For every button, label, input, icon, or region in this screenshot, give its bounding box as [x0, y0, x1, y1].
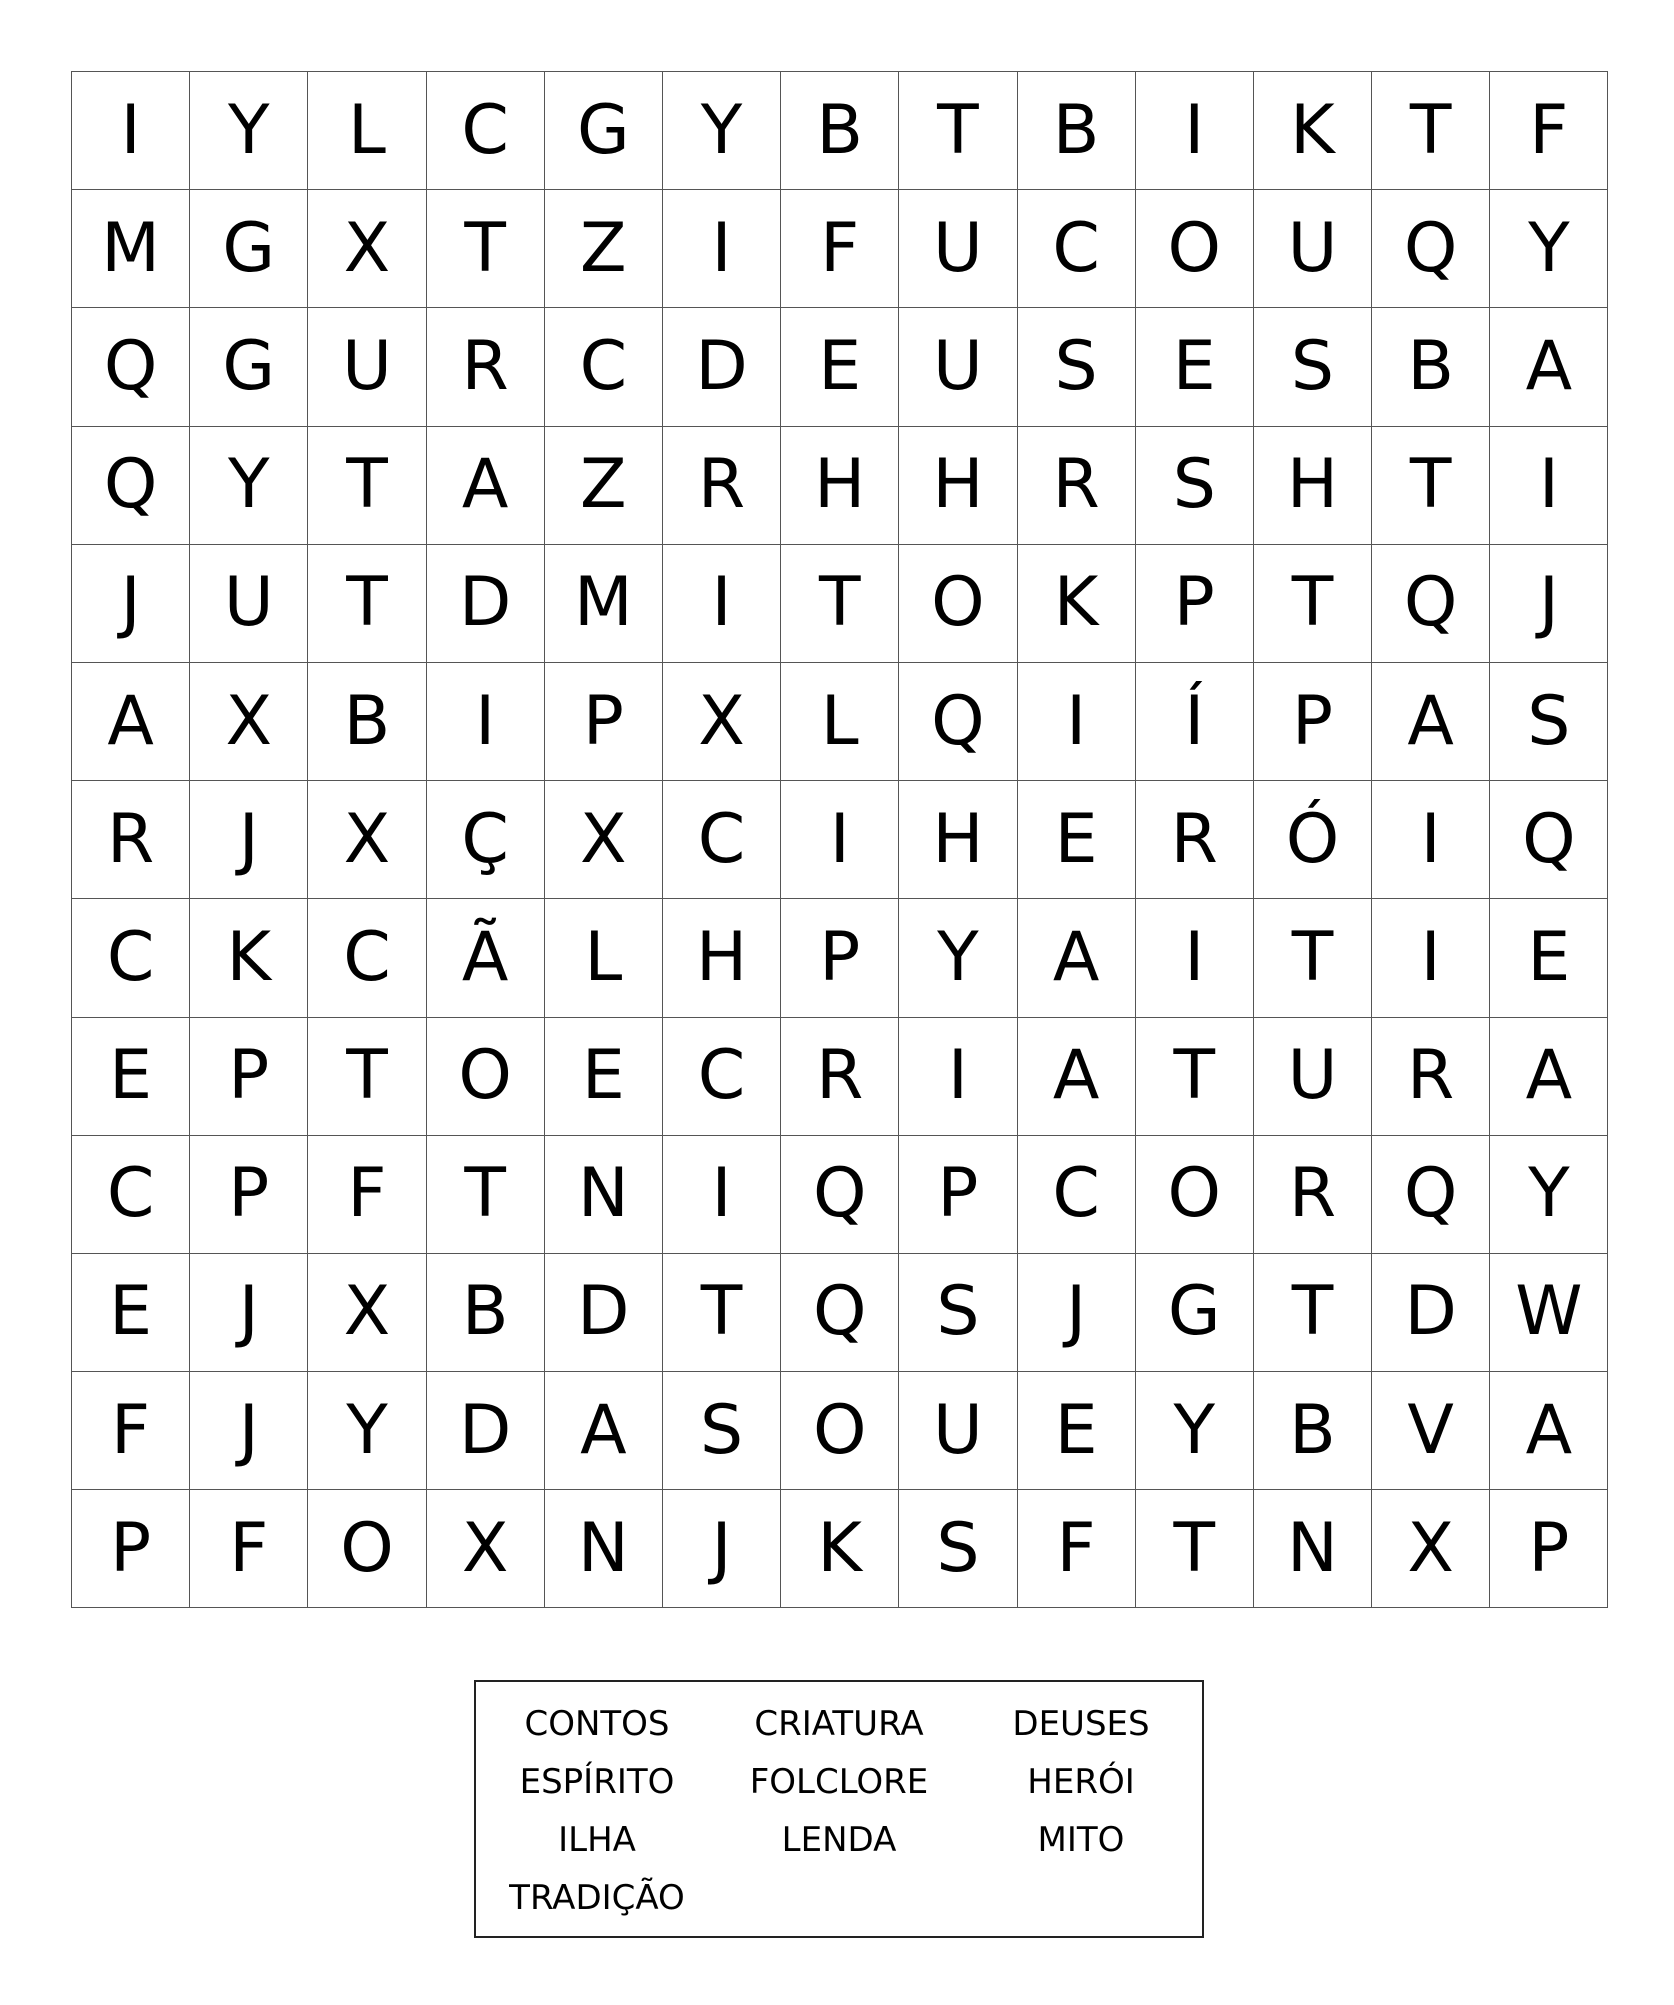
- grid-cell[interactable]: I: [72, 72, 190, 190]
- grid-cell[interactable]: I: [427, 663, 545, 781]
- grid-cell[interactable]: Z: [545, 190, 663, 308]
- grid-cell[interactable]: L: [781, 663, 899, 781]
- grid-cell[interactable]: P: [1136, 545, 1254, 663]
- grid-cell[interactable]: I: [663, 190, 781, 308]
- grid-cell[interactable]: T: [308, 545, 426, 663]
- grid-cell[interactable]: T: [1254, 899, 1372, 1017]
- grid-cell[interactable]: J: [190, 781, 308, 899]
- grid-cell[interactable]: K: [1254, 72, 1372, 190]
- grid-cell[interactable]: G: [190, 190, 308, 308]
- grid-cell[interactable]: R: [427, 308, 545, 426]
- grid-cell[interactable]: M: [72, 190, 190, 308]
- grid-cell[interactable]: T: [1254, 1254, 1372, 1372]
- grid-cell[interactable]: J: [190, 1372, 308, 1490]
- grid-cell[interactable]: N: [545, 1490, 663, 1608]
- grid-cell[interactable]: M: [545, 545, 663, 663]
- grid-cell[interactable]: A: [72, 663, 190, 781]
- grid-cell[interactable]: Q: [899, 663, 1017, 781]
- grid-cell[interactable]: U: [190, 545, 308, 663]
- grid-cell[interactable]: T: [308, 1018, 426, 1136]
- grid-cell[interactable]: P: [1490, 1490, 1608, 1608]
- grid-cell[interactable]: N: [545, 1136, 663, 1254]
- grid-cell[interactable]: T: [1254, 545, 1372, 663]
- grid-cell[interactable]: S: [1254, 308, 1372, 426]
- grid-cell[interactable]: A: [545, 1372, 663, 1490]
- grid-cell[interactable]: W: [1490, 1254, 1608, 1372]
- grid-cell[interactable]: I: [1018, 663, 1136, 781]
- grid-cell[interactable]: X: [190, 663, 308, 781]
- grid-cell[interactable]: S: [663, 1372, 781, 1490]
- grid-cell[interactable]: E: [72, 1254, 190, 1372]
- grid-cell[interactable]: Ç: [427, 781, 545, 899]
- grid-cell[interactable]: L: [308, 72, 426, 190]
- grid-cell[interactable]: Y: [1490, 190, 1608, 308]
- grid-cell[interactable]: Q: [781, 1136, 899, 1254]
- word-list-item: DEUSES: [1012, 1704, 1150, 1744]
- grid-cell[interactable]: Y: [1490, 1136, 1608, 1254]
- grid-cell[interactable]: R: [1136, 781, 1254, 899]
- grid-cell[interactable]: J: [663, 1490, 781, 1608]
- grid-cell[interactable]: R: [1372, 1018, 1490, 1136]
- grid-cell[interactable]: F: [1490, 72, 1608, 190]
- grid-cell[interactable]: A: [1018, 899, 1136, 1017]
- grid-cell[interactable]: I: [1490, 427, 1608, 545]
- grid-cell[interactable]: C: [545, 308, 663, 426]
- grid-cell[interactable]: U: [899, 1372, 1017, 1490]
- grid-cell[interactable]: T: [1136, 1018, 1254, 1136]
- grid-cell[interactable]: T: [427, 1136, 545, 1254]
- grid-cell[interactable]: E: [1018, 781, 1136, 899]
- grid-cell[interactable]: C: [308, 899, 426, 1017]
- grid-cell[interactable]: C: [72, 1136, 190, 1254]
- grid-cell[interactable]: I: [1372, 781, 1490, 899]
- grid-cell[interactable]: P: [1254, 663, 1372, 781]
- grid-cell[interactable]: C: [663, 781, 781, 899]
- grid-cell[interactable]: O: [1136, 1136, 1254, 1254]
- grid-cell[interactable]: I: [1136, 899, 1254, 1017]
- grid-cell[interactable]: T: [899, 72, 1017, 190]
- grid-cell[interactable]: J: [1490, 545, 1608, 663]
- grid-cell[interactable]: T: [781, 545, 899, 663]
- grid-cell[interactable]: B: [427, 1254, 545, 1372]
- grid-cell[interactable]: G: [190, 308, 308, 426]
- grid-cell[interactable]: C: [72, 899, 190, 1017]
- grid-cell[interactable]: Í: [1136, 663, 1254, 781]
- grid-cell[interactable]: H: [1254, 427, 1372, 545]
- grid-cell[interactable]: R: [72, 781, 190, 899]
- grid-cell[interactable]: C: [663, 1018, 781, 1136]
- grid-cell[interactable]: B: [1254, 1372, 1372, 1490]
- grid-cell[interactable]: T: [1372, 427, 1490, 545]
- grid-cell[interactable]: X: [545, 781, 663, 899]
- grid-cell[interactable]: A: [1490, 1018, 1608, 1136]
- grid-cell[interactable]: I: [781, 781, 899, 899]
- word-list: [474, 1680, 1204, 1938]
- grid-cell[interactable]: E: [1136, 308, 1254, 426]
- grid-cell[interactable]: Ã: [427, 899, 545, 1017]
- grid-cell[interactable]: X: [1372, 1490, 1490, 1608]
- grid-cell[interactable]: P: [899, 1136, 1017, 1254]
- grid-cell[interactable]: F: [781, 190, 899, 308]
- grid-cell[interactable]: T: [1372, 72, 1490, 190]
- grid-cell[interactable]: Q: [1372, 545, 1490, 663]
- grid-cell[interactable]: J: [72, 545, 190, 663]
- word-list-item: TRADIÇÃO: [509, 1878, 685, 1918]
- grid-cell[interactable]: Q: [72, 308, 190, 426]
- grid-cell[interactable]: X: [308, 190, 426, 308]
- grid-cell[interactable]: O: [427, 1018, 545, 1136]
- grid-cell[interactable]: G: [1136, 1254, 1254, 1372]
- grid-cell[interactable]: Y: [1136, 1372, 1254, 1490]
- grid-cell[interactable]: L: [545, 899, 663, 1017]
- grid-cell[interactable]: X: [308, 1254, 426, 1372]
- grid-cell[interactable]: Y: [190, 427, 308, 545]
- grid-cell[interactable]: K: [190, 899, 308, 1017]
- grid-cell[interactable]: J: [1018, 1254, 1136, 1372]
- grid-cell[interactable]: Y: [308, 1372, 426, 1490]
- grid-cell[interactable]: A: [1018, 1018, 1136, 1136]
- grid-cell[interactable]: I: [1136, 72, 1254, 190]
- grid-cell[interactable]: D: [427, 1372, 545, 1490]
- grid-cell[interactable]: P: [190, 1136, 308, 1254]
- grid-cell[interactable]: F: [1018, 1490, 1136, 1608]
- grid-cell[interactable]: F: [308, 1136, 426, 1254]
- word-list-item: CRIATURA: [754, 1704, 924, 1744]
- grid-cell[interactable]: R: [781, 1018, 899, 1136]
- grid-cell[interactable]: N: [1254, 1490, 1372, 1608]
- grid-cell[interactable]: R: [1254, 1136, 1372, 1254]
- grid-cell[interactable]: O: [899, 545, 1017, 663]
- word-list-item: FOLCLORE: [749, 1762, 929, 1802]
- grid-cell[interactable]: Q: [1372, 190, 1490, 308]
- grid-cell[interactable]: X: [663, 663, 781, 781]
- grid-cell[interactable]: S: [1136, 427, 1254, 545]
- grid-cell[interactable]: Y: [190, 72, 308, 190]
- grid-cell[interactable]: K: [781, 1490, 899, 1608]
- grid-cell[interactable]: D: [1372, 1254, 1490, 1372]
- grid-cell[interactable]: R: [1018, 427, 1136, 545]
- grid-cell[interactable]: E: [545, 1018, 663, 1136]
- grid-cell[interactable]: E: [1490, 899, 1608, 1017]
- grid-cell[interactable]: Y: [899, 899, 1017, 1017]
- grid-cell[interactable]: A: [1372, 663, 1490, 781]
- grid-cell[interactable]: Ó: [1254, 781, 1372, 899]
- grid-cell[interactable]: U: [1254, 1018, 1372, 1136]
- word-list-item: LENDA: [781, 1820, 897, 1860]
- grid-cell[interactable]: D: [663, 308, 781, 426]
- grid-cell[interactable]: E: [1018, 1372, 1136, 1490]
- grid-cell[interactable]: I: [1372, 899, 1490, 1017]
- grid-cell[interactable]: U: [899, 190, 1017, 308]
- grid-cell[interactable]: T: [308, 427, 426, 545]
- grid-cell[interactable]: U: [899, 308, 1017, 426]
- grid-cell[interactable]: E: [781, 308, 899, 426]
- grid-cell[interactable]: T: [1136, 1490, 1254, 1608]
- grid-cell[interactable]: S: [1490, 663, 1608, 781]
- word-list-item: ILHA: [558, 1820, 636, 1860]
- grid-cell[interactable]: B: [1018, 72, 1136, 190]
- grid-cell[interactable]: S: [899, 1490, 1017, 1608]
- grid-cell[interactable]: A: [1490, 308, 1608, 426]
- grid-cell[interactable]: P: [781, 899, 899, 1017]
- grid-cell[interactable]: A: [1490, 1372, 1608, 1490]
- grid-cell[interactable]: T: [663, 1254, 781, 1372]
- grid-cell[interactable]: H: [663, 899, 781, 1017]
- grid-cell[interactable]: D: [427, 545, 545, 663]
- grid-cell[interactable]: I: [663, 1136, 781, 1254]
- grid-cell[interactable]: B: [308, 663, 426, 781]
- grid-cell[interactable]: F: [72, 1372, 190, 1490]
- word-list-item: CONTOS: [524, 1704, 670, 1744]
- grid-cell[interactable]: S: [899, 1254, 1017, 1372]
- grid-cell[interactable]: R: [663, 427, 781, 545]
- grid-cell[interactable]: O: [1136, 190, 1254, 308]
- word-search-grid: [71, 71, 1608, 1608]
- grid-cell[interactable]: Q: [72, 427, 190, 545]
- grid-cell[interactable]: T: [427, 190, 545, 308]
- grid-cell[interactable]: C: [1018, 1136, 1136, 1254]
- grid-cell[interactable]: A: [427, 427, 545, 545]
- grid-cell[interactable]: Q: [1372, 1136, 1490, 1254]
- grid-cell[interactable]: S: [1018, 308, 1136, 426]
- grid-cell[interactable]: O: [781, 1372, 899, 1490]
- word-list-item: MITO: [1037, 1820, 1125, 1860]
- grid-cell[interactable]: I: [899, 1018, 1017, 1136]
- grid-cell[interactable]: X: [308, 781, 426, 899]
- grid-cell[interactable]: Z: [545, 427, 663, 545]
- grid-cell[interactable]: K: [1018, 545, 1136, 663]
- grid-cell[interactable]: Y: [663, 72, 781, 190]
- word-list-item: HERÓI: [1027, 1762, 1135, 1802]
- grid-cell[interactable]: P: [545, 663, 663, 781]
- grid-cell[interactable]: V: [1372, 1372, 1490, 1490]
- grid-cell[interactable]: H: [781, 427, 899, 545]
- grid-cell[interactable]: Q: [781, 1254, 899, 1372]
- word-list-item: ESPÍRITO: [519, 1762, 675, 1802]
- grid-cell[interactable]: I: [663, 545, 781, 663]
- grid-cell[interactable]: P: [190, 1018, 308, 1136]
- grid-cell[interactable]: C: [1018, 190, 1136, 308]
- grid-cell[interactable]: C: [427, 72, 545, 190]
- grid-cell[interactable]: Q: [1490, 781, 1608, 899]
- grid-cell[interactable]: U: [1254, 190, 1372, 308]
- grid-cell[interactable]: B: [781, 72, 899, 190]
- grid-cell[interactable]: U: [308, 308, 426, 426]
- grid-cell[interactable]: P: [72, 1490, 190, 1608]
- grid-cell[interactable]: B: [1372, 308, 1490, 426]
- grid-cell[interactable]: X: [427, 1490, 545, 1608]
- grid-cell[interactable]: H: [899, 781, 1017, 899]
- grid-cell[interactable]: F: [190, 1490, 308, 1608]
- grid-cell[interactable]: D: [545, 1254, 663, 1372]
- grid-cell[interactable]: H: [899, 427, 1017, 545]
- grid-cell[interactable]: O: [308, 1490, 426, 1608]
- grid-cell[interactable]: J: [190, 1254, 308, 1372]
- grid-cell[interactable]: G: [545, 72, 663, 190]
- grid-cell[interactable]: E: [72, 1018, 190, 1136]
